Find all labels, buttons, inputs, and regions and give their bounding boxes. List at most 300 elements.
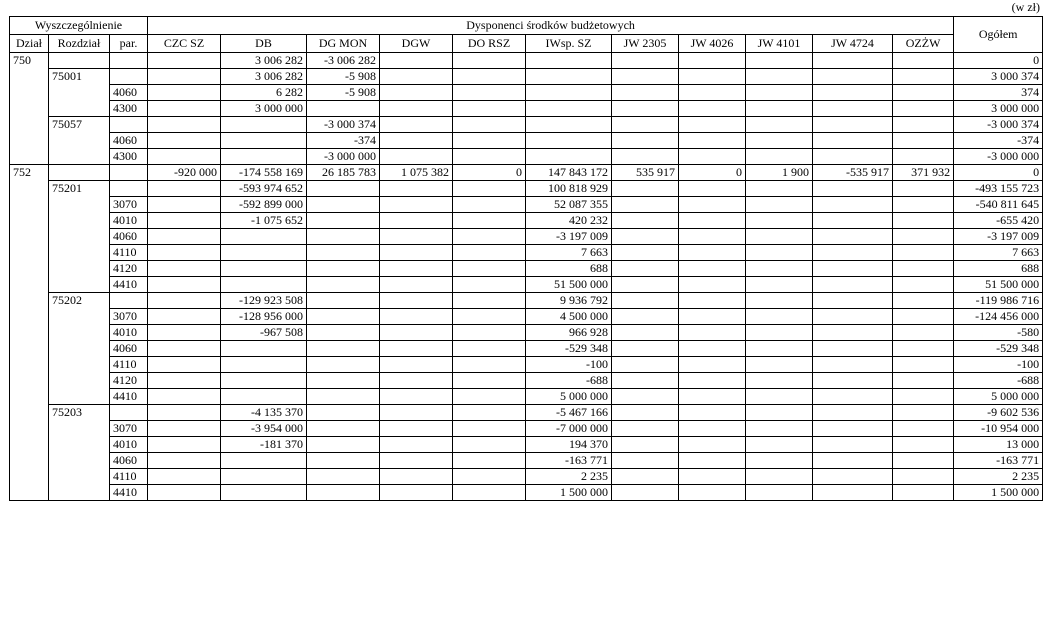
rozdzial-cell bbox=[49, 373, 110, 389]
value-cell bbox=[679, 229, 746, 245]
rozdzial-cell: 75202 bbox=[49, 293, 110, 309]
value-cell: -374 bbox=[307, 133, 380, 149]
value-cell bbox=[746, 101, 813, 117]
value-cell bbox=[380, 229, 453, 245]
par-cell: 4120 bbox=[110, 373, 148, 389]
value-cell bbox=[307, 181, 380, 197]
dzial-cell bbox=[10, 325, 49, 341]
value-cell bbox=[893, 213, 954, 229]
value-cell bbox=[221, 373, 307, 389]
value-cell bbox=[813, 85, 893, 101]
value-cell bbox=[307, 357, 380, 373]
value-cell bbox=[893, 437, 954, 453]
value-cell bbox=[813, 245, 893, 261]
value-cell bbox=[612, 181, 679, 197]
dzial-cell bbox=[10, 213, 49, 229]
value-cell bbox=[813, 213, 893, 229]
value-cell bbox=[148, 277, 221, 293]
value-cell bbox=[221, 341, 307, 357]
value-cell bbox=[307, 245, 380, 261]
value-cell: 535 917 bbox=[612, 165, 679, 181]
total-cell: 3 000 374 bbox=[954, 69, 1043, 85]
value-cell bbox=[746, 453, 813, 469]
value-cell bbox=[813, 325, 893, 341]
table-row bbox=[10, 453, 1043, 469]
header-column: DB bbox=[221, 35, 307, 53]
header-dzial: Dział bbox=[10, 35, 49, 53]
value-cell bbox=[221, 245, 307, 261]
value-cell bbox=[893, 69, 954, 85]
value-cell bbox=[221, 133, 307, 149]
value-cell bbox=[893, 469, 954, 485]
value-cell bbox=[221, 261, 307, 277]
value-cell bbox=[813, 293, 893, 309]
table-row bbox=[10, 357, 1043, 373]
value-cell bbox=[746, 357, 813, 373]
dzial-cell bbox=[10, 101, 49, 117]
rozdzial-cell bbox=[49, 453, 110, 469]
value-cell bbox=[221, 229, 307, 245]
value-cell: -181 370 bbox=[221, 437, 307, 453]
value-cell bbox=[679, 309, 746, 325]
table-row bbox=[10, 389, 1043, 405]
total-cell: 51 500 000 bbox=[954, 277, 1043, 293]
value-cell bbox=[679, 261, 746, 277]
value-cell bbox=[813, 405, 893, 421]
dzial-cell: 750 bbox=[10, 53, 49, 69]
value-cell bbox=[746, 229, 813, 245]
value-cell bbox=[380, 421, 453, 437]
value-cell: -163 771 bbox=[526, 453, 612, 469]
rozdzial-cell bbox=[49, 133, 110, 149]
total-cell: -374 bbox=[954, 133, 1043, 149]
value-cell: -5 908 bbox=[307, 69, 380, 85]
value-cell bbox=[380, 245, 453, 261]
value-cell bbox=[893, 53, 954, 69]
value-cell bbox=[307, 229, 380, 245]
dzial-cell bbox=[10, 85, 49, 101]
value-cell bbox=[679, 277, 746, 293]
value-cell: -4 135 370 bbox=[221, 405, 307, 421]
value-cell: 4 500 000 bbox=[526, 309, 612, 325]
par-cell bbox=[110, 293, 148, 309]
par-cell bbox=[110, 53, 148, 69]
value-cell: 52 087 355 bbox=[526, 197, 612, 213]
value-cell bbox=[612, 85, 679, 101]
value-cell bbox=[746, 389, 813, 405]
par-cell: 4010 bbox=[110, 325, 148, 341]
value-cell bbox=[746, 469, 813, 485]
value-cell bbox=[148, 101, 221, 117]
value-cell bbox=[453, 261, 526, 277]
value-cell bbox=[307, 373, 380, 389]
dzial-cell bbox=[10, 485, 49, 501]
value-cell bbox=[148, 325, 221, 341]
value-cell bbox=[380, 149, 453, 165]
table-row bbox=[10, 117, 1043, 133]
rozdzial-cell bbox=[49, 165, 110, 181]
value-cell: 26 185 783 bbox=[307, 165, 380, 181]
value-cell bbox=[526, 53, 612, 69]
value-cell: 3 006 282 bbox=[221, 69, 307, 85]
value-cell bbox=[893, 453, 954, 469]
value-cell bbox=[148, 149, 221, 165]
value-cell bbox=[453, 373, 526, 389]
value-cell bbox=[453, 325, 526, 341]
value-cell bbox=[612, 229, 679, 245]
value-cell bbox=[307, 421, 380, 437]
value-cell bbox=[526, 101, 612, 117]
value-cell bbox=[813, 373, 893, 389]
value-cell bbox=[746, 69, 813, 85]
value-cell bbox=[679, 181, 746, 197]
value-cell bbox=[148, 437, 221, 453]
par-cell: 4110 bbox=[110, 469, 148, 485]
value-cell bbox=[453, 213, 526, 229]
value-cell bbox=[380, 309, 453, 325]
header-column: CZC SZ bbox=[148, 35, 221, 53]
value-cell bbox=[893, 101, 954, 117]
value-cell bbox=[893, 389, 954, 405]
rozdzial-cell bbox=[49, 213, 110, 229]
value-cell: -967 508 bbox=[221, 325, 307, 341]
value-cell: -129 923 508 bbox=[221, 293, 307, 309]
total-cell: -124 456 000 bbox=[954, 309, 1043, 325]
par-cell bbox=[110, 117, 148, 133]
dzial-cell bbox=[10, 69, 49, 85]
dzial-cell bbox=[10, 261, 49, 277]
value-cell bbox=[221, 277, 307, 293]
value-cell: -3 000 374 bbox=[307, 117, 380, 133]
value-cell bbox=[148, 213, 221, 229]
value-cell bbox=[453, 421, 526, 437]
value-cell bbox=[148, 85, 221, 101]
value-cell bbox=[679, 101, 746, 117]
rozdzial-cell bbox=[49, 341, 110, 357]
value-cell bbox=[380, 325, 453, 341]
rozdzial-cell bbox=[49, 277, 110, 293]
rozdzial-cell bbox=[49, 261, 110, 277]
dzial-cell bbox=[10, 341, 49, 357]
value-cell bbox=[380, 69, 453, 85]
value-cell: -688 bbox=[526, 373, 612, 389]
value-cell bbox=[893, 245, 954, 261]
value-cell: -7 000 000 bbox=[526, 421, 612, 437]
header-column: JW 4026 bbox=[679, 35, 746, 53]
value-cell bbox=[380, 117, 453, 133]
rozdzial-cell: 75201 bbox=[49, 181, 110, 197]
value-cell bbox=[612, 421, 679, 437]
value-cell bbox=[746, 277, 813, 293]
total-cell: 374 bbox=[954, 85, 1043, 101]
value-cell: -1 075 652 bbox=[221, 213, 307, 229]
value-cell bbox=[813, 229, 893, 245]
value-cell bbox=[679, 341, 746, 357]
value-cell: -3 000 000 bbox=[307, 149, 380, 165]
value-cell bbox=[612, 53, 679, 69]
value-cell bbox=[380, 197, 453, 213]
table-row bbox=[10, 485, 1043, 501]
value-cell bbox=[380, 101, 453, 117]
value-cell bbox=[307, 389, 380, 405]
value-cell bbox=[813, 53, 893, 69]
value-cell bbox=[746, 53, 813, 69]
value-cell bbox=[148, 421, 221, 437]
value-cell bbox=[307, 325, 380, 341]
value-cell: 1 075 382 bbox=[380, 165, 453, 181]
total-cell: -688 bbox=[954, 373, 1043, 389]
value-cell bbox=[612, 277, 679, 293]
par-cell: 4060 bbox=[110, 453, 148, 469]
total-cell: -119 986 716 bbox=[954, 293, 1043, 309]
par-cell bbox=[110, 69, 148, 85]
value-cell bbox=[746, 245, 813, 261]
table-row bbox=[10, 133, 1043, 149]
total-cell: 1 500 000 bbox=[954, 485, 1043, 501]
value-cell bbox=[453, 437, 526, 453]
value-cell: 51 500 000 bbox=[526, 277, 612, 293]
value-cell bbox=[380, 277, 453, 293]
par-cell: 4110 bbox=[110, 245, 148, 261]
value-cell bbox=[453, 85, 526, 101]
table-row bbox=[10, 309, 1043, 325]
rozdzial-cell bbox=[49, 309, 110, 325]
value-cell bbox=[612, 245, 679, 261]
value-cell bbox=[612, 149, 679, 165]
value-cell bbox=[813, 133, 893, 149]
par-cell: 4060 bbox=[110, 85, 148, 101]
dzial-cell bbox=[10, 293, 49, 309]
value-cell bbox=[380, 469, 453, 485]
value-cell bbox=[746, 149, 813, 165]
budget-table bbox=[9, 16, 1043, 501]
value-cell bbox=[746, 197, 813, 213]
value-cell bbox=[221, 149, 307, 165]
value-cell bbox=[307, 101, 380, 117]
value-cell bbox=[893, 277, 954, 293]
par-cell: 4410 bbox=[110, 485, 148, 501]
value-cell: 2 235 bbox=[526, 469, 612, 485]
rozdzial-cell bbox=[49, 421, 110, 437]
value-cell bbox=[453, 101, 526, 117]
value-cell bbox=[746, 117, 813, 133]
header-column: DGW bbox=[380, 35, 453, 53]
value-cell bbox=[453, 293, 526, 309]
value-cell bbox=[746, 421, 813, 437]
value-cell: 420 232 bbox=[526, 213, 612, 229]
dzial-cell bbox=[10, 309, 49, 325]
value-cell bbox=[813, 197, 893, 213]
value-cell: -920 000 bbox=[148, 165, 221, 181]
value-cell bbox=[746, 437, 813, 453]
total-cell: 7 663 bbox=[954, 245, 1043, 261]
value-cell bbox=[893, 373, 954, 389]
value-cell bbox=[679, 421, 746, 437]
total-cell: 688 bbox=[954, 261, 1043, 277]
value-cell bbox=[893, 405, 954, 421]
value-cell: 100 818 929 bbox=[526, 181, 612, 197]
value-cell bbox=[813, 149, 893, 165]
value-cell bbox=[148, 341, 221, 357]
value-cell bbox=[526, 117, 612, 133]
value-cell bbox=[453, 357, 526, 373]
value-cell bbox=[893, 325, 954, 341]
value-cell bbox=[453, 149, 526, 165]
value-cell bbox=[148, 373, 221, 389]
total-cell: 3 000 000 bbox=[954, 101, 1043, 117]
par-cell bbox=[110, 405, 148, 421]
rozdzial-cell: 75001 bbox=[49, 69, 110, 85]
value-cell bbox=[453, 277, 526, 293]
value-cell bbox=[612, 101, 679, 117]
table-row bbox=[10, 229, 1043, 245]
total-cell: -163 771 bbox=[954, 453, 1043, 469]
value-cell bbox=[148, 133, 221, 149]
value-cell: 1 500 000 bbox=[526, 485, 612, 501]
rozdzial-cell bbox=[49, 53, 110, 69]
dzial-cell: 752 bbox=[10, 165, 49, 181]
total-cell: -493 155 723 bbox=[954, 181, 1043, 197]
value-cell bbox=[679, 85, 746, 101]
table-row bbox=[10, 245, 1043, 261]
value-cell bbox=[893, 421, 954, 437]
value-cell bbox=[679, 293, 746, 309]
value-cell bbox=[453, 69, 526, 85]
value-cell bbox=[679, 469, 746, 485]
value-cell bbox=[526, 133, 612, 149]
value-cell bbox=[453, 197, 526, 213]
dzial-cell bbox=[10, 133, 49, 149]
value-cell bbox=[612, 293, 679, 309]
value-cell: -529 348 bbox=[526, 341, 612, 357]
value-cell bbox=[813, 117, 893, 133]
value-cell bbox=[380, 453, 453, 469]
dzial-cell bbox=[10, 245, 49, 261]
value-cell bbox=[307, 437, 380, 453]
table-row bbox=[10, 197, 1043, 213]
table-row bbox=[10, 69, 1043, 85]
value-cell: -3 006 282 bbox=[307, 53, 380, 69]
value-cell: -592 899 000 bbox=[221, 197, 307, 213]
par-cell: 4010 bbox=[110, 437, 148, 453]
value-cell bbox=[453, 309, 526, 325]
total-cell: -529 348 bbox=[954, 341, 1043, 357]
value-cell bbox=[813, 341, 893, 357]
value-cell bbox=[612, 485, 679, 501]
table-row bbox=[10, 341, 1043, 357]
header-column: IWsp. SZ bbox=[526, 35, 612, 53]
rozdzial-cell: 75203 bbox=[49, 405, 110, 421]
par-cell: 4300 bbox=[110, 149, 148, 165]
value-cell bbox=[612, 437, 679, 453]
value-cell bbox=[813, 469, 893, 485]
value-cell bbox=[813, 101, 893, 117]
table-row bbox=[10, 181, 1043, 197]
value-cell bbox=[453, 405, 526, 421]
value-cell bbox=[813, 309, 893, 325]
value-cell bbox=[813, 389, 893, 405]
total-cell: -100 bbox=[954, 357, 1043, 373]
value-cell bbox=[612, 309, 679, 325]
value-cell bbox=[453, 389, 526, 405]
par-cell bbox=[110, 165, 148, 181]
value-cell bbox=[380, 405, 453, 421]
value-cell bbox=[612, 405, 679, 421]
value-cell: 3 006 282 bbox=[221, 53, 307, 69]
value-cell bbox=[148, 181, 221, 197]
value-cell bbox=[453, 341, 526, 357]
dzial-cell bbox=[10, 181, 49, 197]
value-cell: 7 663 bbox=[526, 245, 612, 261]
total-cell: -3 197 009 bbox=[954, 229, 1043, 245]
value-cell bbox=[679, 245, 746, 261]
dzial-cell bbox=[10, 405, 49, 421]
dzial-cell bbox=[10, 373, 49, 389]
rozdzial-cell bbox=[49, 485, 110, 501]
value-cell: -5 908 bbox=[307, 85, 380, 101]
value-cell bbox=[612, 261, 679, 277]
value-cell bbox=[148, 357, 221, 373]
value-cell bbox=[526, 69, 612, 85]
value-cell bbox=[746, 373, 813, 389]
value-cell bbox=[746, 261, 813, 277]
value-cell bbox=[746, 341, 813, 357]
value-cell bbox=[893, 293, 954, 309]
dzial-cell bbox=[10, 389, 49, 405]
table-row bbox=[10, 53, 1043, 69]
table-row bbox=[10, 373, 1043, 389]
table-row bbox=[10, 469, 1043, 485]
value-cell bbox=[746, 325, 813, 341]
header-column: JW 2305 bbox=[612, 35, 679, 53]
header-column: JW 4101 bbox=[746, 35, 813, 53]
value-cell: 0 bbox=[453, 165, 526, 181]
value-cell bbox=[307, 213, 380, 229]
value-cell bbox=[148, 245, 221, 261]
value-cell bbox=[813, 437, 893, 453]
total-cell: -9 602 536 bbox=[954, 405, 1043, 421]
total-cell: -540 811 645 bbox=[954, 197, 1043, 213]
value-cell bbox=[453, 245, 526, 261]
value-cell bbox=[813, 69, 893, 85]
value-cell bbox=[679, 357, 746, 373]
value-cell bbox=[221, 485, 307, 501]
value-cell bbox=[679, 485, 746, 501]
value-cell bbox=[679, 53, 746, 69]
total-cell: 0 bbox=[954, 165, 1043, 181]
value-cell bbox=[148, 69, 221, 85]
par-cell: 4410 bbox=[110, 277, 148, 293]
value-cell bbox=[307, 261, 380, 277]
table-row bbox=[10, 325, 1043, 341]
value-cell: 3 000 000 bbox=[221, 101, 307, 117]
value-cell bbox=[148, 389, 221, 405]
par-cell: 4300 bbox=[110, 101, 148, 117]
value-cell: 371 932 bbox=[893, 165, 954, 181]
value-cell: 0 bbox=[679, 165, 746, 181]
value-cell bbox=[453, 485, 526, 501]
value-cell bbox=[746, 405, 813, 421]
value-cell bbox=[813, 261, 893, 277]
value-cell: -5 467 166 bbox=[526, 405, 612, 421]
value-cell bbox=[307, 485, 380, 501]
value-cell bbox=[746, 133, 813, 149]
table-row bbox=[10, 101, 1043, 117]
dzial-cell bbox=[10, 149, 49, 165]
value-cell bbox=[612, 117, 679, 133]
rozdzial-cell bbox=[49, 197, 110, 213]
value-cell bbox=[679, 325, 746, 341]
